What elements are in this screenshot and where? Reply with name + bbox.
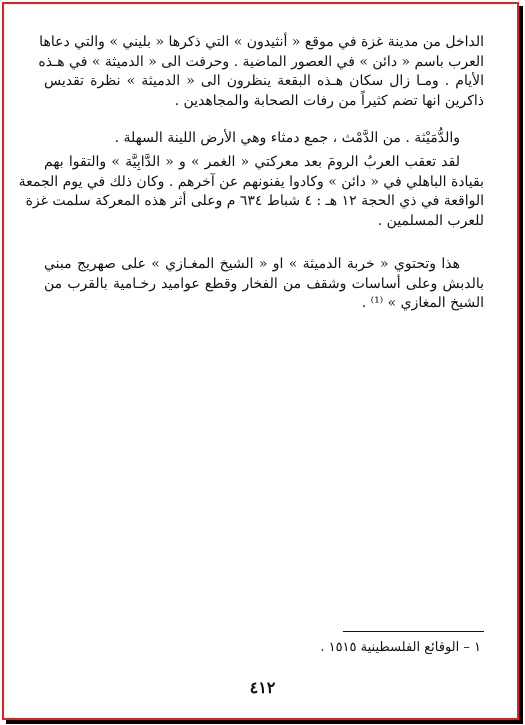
footnote-divider: [343, 631, 484, 632]
page-shadow-right: [519, 6, 523, 722]
footnote: ١ – الوقائع الفلسطينية ١٥١٥ .: [320, 640, 481, 655]
text-line: بقيادة الباهلي في « دائن » وكادوا يفنونهم عن آخرهم . وكان ذلك في يوم الجمعة: [18, 173, 484, 190]
text-line: بالدبش وعلى أساسات وشقف من الفخار وقطع عواميد رخـامية بالقرب من: [44, 275, 484, 292]
text-line: لقد تعقب العربُ الرومَ بعد معركتي « الغمر » و « الدَّابِيَّة » والتقوا بهم: [44, 154, 460, 170]
paragraph-1: [38, 33, 484, 111]
text-line: الأيام . ومـا زال سكان هـذه البقعة ينظرون الى « الدميثة » نظرة تقديس: [44, 73, 484, 89]
paragraph-4: [44, 255, 484, 314]
text-line: والدُّمَيْثة . من الدَّمْث ، جمع دمثاء وهي الأرض اللينة السهلة .: [114, 130, 460, 146]
text-line: للعرب المسلمين .: [377, 212, 484, 229]
paragraph-3: [18, 153, 484, 231]
paragraph-2: [44, 129, 484, 149]
text-line: العرب باسم « دائن » في العصور الماضية . وحرفت الى « الدميثة » في هـذه: [38, 53, 484, 70]
text-line: هذا وتحتوي « خربة الدميثة » او « الشيخ المغـازي » على صهريج مبني: [44, 256, 460, 272]
text-line: الداخل من مدينة غزة في موقع « أنثيدون » التي ذكرها « بليني » والتي دعاها: [39, 34, 484, 50]
text-line: ذاكرين انها تضم كثيراً من رفات الصحابة والمجاهدين .: [174, 92, 484, 109]
text-line: الواقعة في ذي الحجة ١٢ هـ : ٤ شباط ٦٣٤ م وعلى أثر هذه المعركة سلمت غزة: [25, 193, 484, 209]
page-shadow-bottom: [6, 720, 523, 724]
page-number: ٤١٢: [249, 678, 276, 697]
text-line: الشيخ المغازي » ⁽¹⁾ .: [361, 295, 484, 311]
